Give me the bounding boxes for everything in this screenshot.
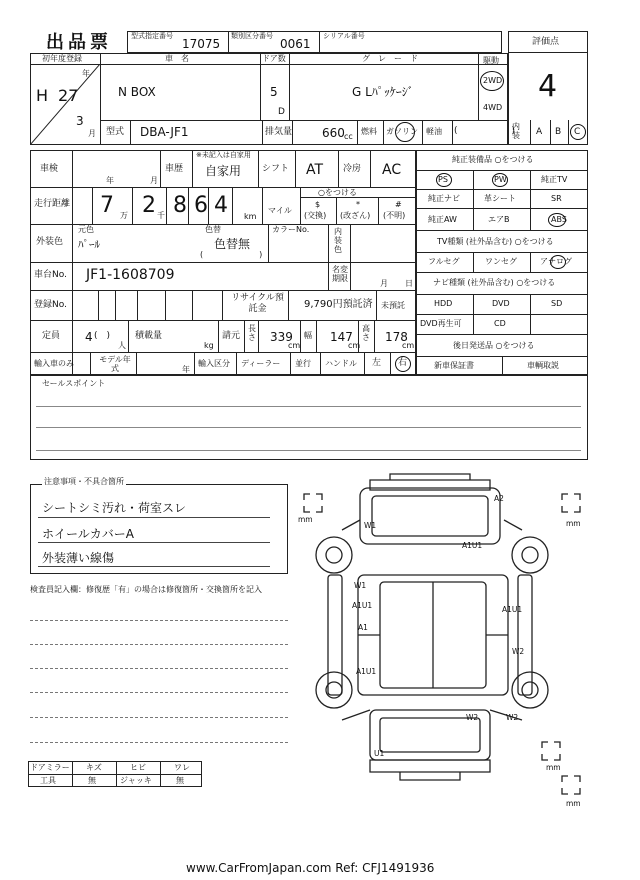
name-change-day: 日 (405, 279, 413, 288)
mm-3: mm (546, 763, 561, 772)
drive-2wd: 2WD (483, 76, 503, 85)
length: 339 (270, 330, 293, 344)
tv-header: TV種類 (社外品含む) ○をつける (437, 237, 554, 246)
later-warranty: 新車保証書 (434, 361, 474, 370)
model-no: 17075 (182, 37, 221, 51)
note-line-3: 外装薄い線傷 (42, 551, 115, 565)
insp-year: 年 (106, 176, 114, 185)
serial-label: シリアル番号 (323, 32, 365, 40)
parallel: 並行 (295, 359, 311, 368)
mileage-sen: 千 (157, 211, 165, 220)
displacement: 660 (322, 126, 345, 140)
first-reg-label: 初年度登録 (42, 54, 82, 63)
mileage-d3: 8 (173, 193, 187, 218)
car-diagram (290, 470, 600, 810)
model-year-unit: 年 (182, 365, 190, 374)
equip-airbag: エアB (488, 215, 510, 224)
equip-header: 純正装備品 ○をつける (452, 155, 534, 164)
dmg-a1u1-right: A1U1 (502, 605, 523, 614)
use-value: 自家用 (205, 164, 242, 178)
color-label: 外装色 (36, 237, 64, 247)
mileage-d4: 6 (194, 193, 208, 218)
reg-label: 登録No. (34, 300, 67, 310)
use-note: ※未記入は自家用 (196, 151, 251, 159)
later-header: 後日発送品 ○をつける (453, 341, 535, 350)
recycle-label: リサイクル預託金 (231, 293, 284, 314)
interior-a: A (536, 127, 543, 137)
dmg-w1-front: W1 (364, 521, 377, 530)
cap-label: 定員 (42, 331, 61, 341)
equip-ps: PS (438, 175, 448, 184)
inspector-label: 検査員記入欄：修復歴「有」の場合は修復箇所・交換箇所を記入 (30, 585, 262, 594)
tamper-sym: * (356, 200, 360, 209)
interior-label: 内装 (512, 122, 520, 140)
fuel-gas: ガソリン (386, 127, 418, 136)
equip-tv: 純正TV (541, 175, 568, 184)
undeposited: 未預託 (381, 301, 405, 310)
chassis-label: 車台No. (34, 270, 67, 280)
mileage-man: 万 (120, 211, 128, 220)
tv-analog: アナログ (540, 257, 572, 266)
sales-point-box (30, 375, 588, 460)
navi-header: ナビ種類 (社外品含む) ○をつける (433, 278, 556, 287)
legend-v1: 工具 (40, 776, 56, 785)
mile: マイル (268, 206, 292, 215)
inspection-label: 車検 (40, 164, 59, 174)
door-label: ドア数 (262, 54, 286, 63)
car-name-label: 車 名 (165, 54, 189, 63)
legend-h4: ワレ (174, 763, 190, 772)
interior-b: B (555, 127, 562, 137)
legend-v4: 無 (176, 776, 184, 785)
type-label: 型式 (106, 127, 125, 137)
class-no: 0061 (280, 37, 311, 51)
orig-color: ﾊﾟｰﾙ (78, 238, 100, 251)
legend-v2: 無 (88, 776, 96, 785)
equip-abs: ABS (551, 215, 567, 224)
tv-full: フルセグ (428, 257, 460, 266)
exch: (交換) (304, 211, 327, 220)
kyusei-label: 請元 (222, 331, 241, 341)
wid-unit: cm (348, 341, 361, 350)
mm-1: mm (298, 515, 313, 524)
sales-point-label: セールスポイント (42, 379, 106, 388)
hgt-unit: cm (402, 341, 415, 350)
grade-label: グ レ ー ド (362, 54, 418, 63)
import-label: 輸入車のみ (34, 359, 74, 368)
disp-label: 排気量 (265, 127, 293, 137)
dmg-a1u1-front: A1U1 (462, 541, 483, 550)
equip-sr: SR (551, 194, 562, 203)
use-label: 車歴 (165, 164, 184, 174)
handle-circle (395, 356, 411, 372)
navi-dvd: DVD (492, 299, 510, 308)
len-label: 長さ (248, 324, 256, 342)
shift-value: AT (306, 162, 324, 178)
ac-label: 冷房 (343, 164, 362, 174)
drive-label: 駆動 (483, 56, 499, 65)
dmg-u1: U1 (374, 749, 385, 758)
footer-ref: www.CarFromJapan.com Ref: CFJ1491936 (186, 861, 435, 875)
year-unit: 年 (82, 69, 90, 78)
navi-dvd-play: DVD再生可 (420, 319, 462, 328)
unknown: (不明) (383, 211, 406, 220)
later-manual: 車輌取説 (527, 361, 559, 370)
reg-month: 3 (76, 114, 84, 128)
dmg-a1u1-left: A1U1 (352, 601, 373, 610)
fuel-circle (395, 122, 415, 142)
insp-month: 月 (150, 176, 158, 185)
cc-unit: cc (344, 132, 353, 141)
mileage-d5: 4 (214, 193, 228, 218)
cap-unit: 人 (118, 341, 126, 350)
navi-cd: CD (494, 319, 506, 328)
mileage-label: 走行距離 (34, 199, 71, 209)
interior-c: C (574, 127, 581, 137)
width: 147 (330, 330, 353, 344)
score-label: 評価点 (532, 37, 560, 47)
interior-color-label: 内装色 (334, 227, 342, 254)
interior-circle (570, 124, 586, 140)
mileage-d1: 7 (100, 193, 114, 218)
dmg-w2-right: W2 (512, 647, 525, 656)
navi-sd: SD (551, 299, 563, 308)
month-unit: 月 (88, 129, 96, 138)
equip-ps-circle (436, 173, 452, 187)
fuel-diesel: 軽油 (426, 127, 442, 136)
car-name: N BOX (118, 85, 156, 99)
unknown-sym: # (395, 200, 402, 209)
dmg-a1u1-rear: A1U1 (356, 667, 377, 676)
mm-4: mm (566, 799, 581, 808)
dmg-a2: A2 (494, 494, 504, 503)
color-paren: ( ) (200, 250, 263, 259)
handle-label: ハンドル (325, 359, 357, 368)
dmg-w2-rear: W2 (466, 713, 479, 722)
equip-pw: PW (494, 175, 507, 184)
handle-left: 左 (372, 358, 382, 368)
height: 178 (385, 330, 408, 344)
mileage-d2: 2 (142, 193, 156, 218)
mm-2: mm (566, 519, 581, 528)
page-title: 出品票 (46, 32, 112, 53)
dealer: ディーラー (241, 359, 281, 368)
legend-h3: ヒビ (130, 763, 146, 772)
legend-h1: ドアミラー (30, 763, 70, 772)
orig-color-label: 元色 (78, 225, 94, 234)
doors: 5 (270, 85, 278, 99)
name-change-label: 名変期限 (332, 265, 348, 283)
len-unit: cm (288, 341, 301, 350)
cap-value: 4 (85, 330, 93, 344)
equip-pw-circle (492, 173, 508, 187)
door-type: D (278, 107, 285, 117)
exch-sym: $ (315, 200, 321, 209)
notes-label: 注意事項・不具合箇所 (44, 477, 124, 486)
note-line-1: シートシミ汚れ・荷室スレ (42, 501, 187, 515)
hgt-label: 高さ (362, 324, 370, 342)
handle-right: 右 (398, 358, 408, 368)
tv-analog-circle (550, 255, 566, 269)
navi-hdd: HDD (434, 299, 453, 308)
equip-leather: 革シート (484, 194, 516, 203)
wid-label: 幅 (304, 331, 312, 340)
recycle-value: 9,790円預託済 (304, 299, 373, 310)
shift-label: シフト (262, 164, 290, 174)
model-type: DBA-JF1 (140, 125, 189, 139)
chassis-no: JF1-1608709 (86, 267, 175, 283)
reg-year: 27 (58, 86, 79, 105)
import-cls: 輸入区分 (198, 359, 230, 368)
legend-v3: ジャッキ (120, 776, 152, 785)
tamper: (改ざん) (340, 211, 371, 220)
fuel-label: 燃料 (361, 127, 377, 136)
legend-h2: キズ (86, 763, 102, 772)
name-change-month: 月 (380, 279, 388, 288)
mileage-circle-note: ○をつける (318, 188, 357, 197)
drive-4wd: 4WD (483, 103, 503, 112)
equip-navi: 純正ナビ (428, 194, 460, 203)
current-color-label: 色替 (205, 225, 221, 234)
ac-value: AC (382, 162, 402, 178)
class-no-label: 類別区分番号 (231, 32, 273, 40)
score-value: 4 (538, 69, 558, 104)
load-unit: kg (204, 341, 214, 350)
era: H (36, 86, 49, 105)
note-line-2: ホイールカバーA (42, 527, 134, 541)
cap-paren: ( ) (94, 331, 111, 341)
dmg-w1-left: W1 (354, 581, 367, 590)
model-no-label: 型式指定番号 (131, 32, 173, 40)
equip-aw: 純正AW (428, 215, 457, 224)
mileage-km: km (244, 212, 257, 221)
dmg-w2-rear2: W2 (506, 713, 519, 722)
tv-one: ワンセグ (485, 257, 517, 266)
equip-abs-circle (548, 213, 566, 227)
grade: G Lﾊﾟｯｹｰｼﾞ (352, 85, 414, 99)
dmg-a1-left: A1 (358, 623, 368, 632)
fuel-paren: ( ) (454, 126, 516, 136)
colorno-label: カラーNo. (272, 225, 310, 234)
color-change: 色替無 (214, 237, 251, 251)
load-label: 積載量 (135, 331, 163, 341)
model-year-label: モデル年式 (99, 355, 131, 373)
